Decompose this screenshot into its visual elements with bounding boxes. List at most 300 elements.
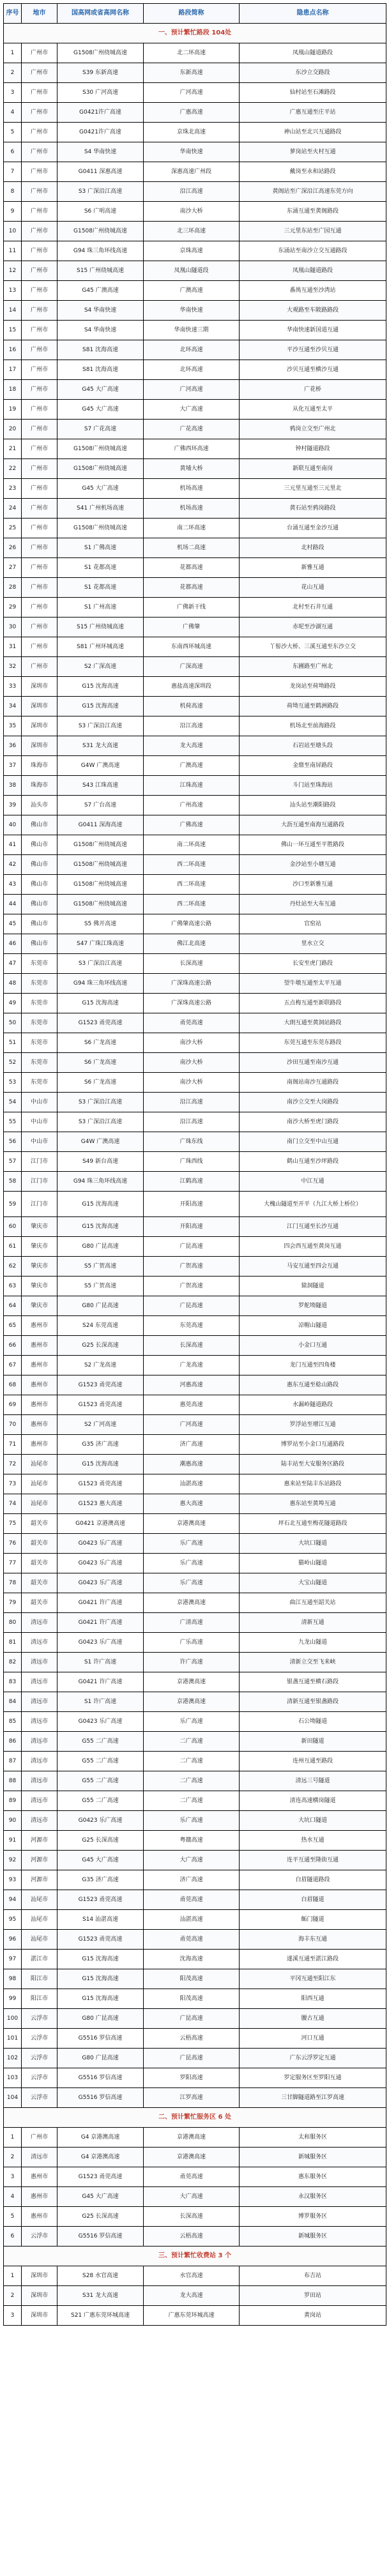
highway-name: G4 京港澳高速 xyxy=(57,2148,144,2167)
city: 深圳市 xyxy=(22,2266,57,2286)
serial-number: 63 xyxy=(4,1277,22,1296)
section-name: 京港澳高速 xyxy=(144,1692,240,1712)
serial-number: 16 xyxy=(4,340,22,360)
city: 清远市 xyxy=(22,1712,57,1732)
serial-number: 62 xyxy=(4,1257,22,1277)
table-row xyxy=(4,241,386,261)
hazard-point: 惠来站至陆丰东站路段 xyxy=(240,1474,386,1494)
section-name: 广佛新干线 xyxy=(144,598,240,617)
table-row xyxy=(4,637,386,657)
highway-name: G55 二广高速 xyxy=(57,1752,144,1771)
highway-name: S81 沈海高速 xyxy=(57,360,144,380)
serial-number: 24 xyxy=(4,499,22,519)
table-row xyxy=(4,519,386,538)
highway-name: G1508广州绕城高速 xyxy=(57,222,144,241)
city: 清远市 xyxy=(22,1771,57,1791)
city: 广州市 xyxy=(22,519,57,538)
hazard-point: 龙门互通至四角楼 xyxy=(240,1356,386,1375)
serial-number: 25 xyxy=(4,519,22,538)
table-row xyxy=(4,1573,386,1593)
hazard-point: 银盏互通至横石路段 xyxy=(240,1672,386,1692)
highway-name: G4 京港澳高速 xyxy=(57,2128,144,2148)
highway-name: G0421 京港澳高速 xyxy=(57,1514,144,1534)
city: 中山市 xyxy=(22,1132,57,1152)
table-row xyxy=(4,142,386,162)
table-row xyxy=(4,1415,386,1435)
highway-name: S1 花都高速 xyxy=(57,558,144,578)
table-row xyxy=(4,2227,386,2246)
highway-name: S6 广龙高速 xyxy=(57,1033,144,1053)
serial-number: 43 xyxy=(4,875,22,895)
table-row xyxy=(4,1112,386,1132)
city: 河源市 xyxy=(22,1851,57,1870)
city: 广州市 xyxy=(22,63,57,83)
highway-name: G80 广昆高速 xyxy=(57,1296,144,1316)
city: 江门市 xyxy=(22,1152,57,1172)
serial-number: 46 xyxy=(4,934,22,954)
highway-name: G55 二广高速 xyxy=(57,1771,144,1791)
section-name: 华南快速 xyxy=(144,142,240,162)
city: 广州市 xyxy=(22,321,57,340)
table-row xyxy=(4,1732,386,1752)
hazard-point: 沙田互通至南沙互通 xyxy=(240,1053,386,1073)
hazard-point: 石公坳隧道 xyxy=(240,1712,386,1732)
table-row xyxy=(4,1910,386,1930)
table-row xyxy=(4,1494,386,1514)
table-row xyxy=(4,2306,386,2326)
serial-number: 98 xyxy=(4,1969,22,1989)
section-name: 花都高速 xyxy=(144,578,240,598)
city: 佛山市 xyxy=(22,914,57,934)
table-row xyxy=(4,182,386,202)
highway-name: G1508广州绕城高速 xyxy=(57,875,144,895)
hazard-point: 台涌互通至金沙互通 xyxy=(240,519,386,538)
serial-number: 29 xyxy=(4,598,22,617)
serial-number: 38 xyxy=(4,776,22,796)
city: 惠州市 xyxy=(22,1435,57,1455)
serial-number: 4 xyxy=(4,2187,22,2207)
serial-number: 81 xyxy=(4,1633,22,1653)
city: 汕尾市 xyxy=(22,1455,57,1474)
table-row xyxy=(4,1831,386,1851)
highway-name: G0423 乐广高速 xyxy=(57,1633,144,1653)
serial-number: 1 xyxy=(4,43,22,63)
city: 中山市 xyxy=(22,1093,57,1112)
hazard-point: 佛山一环互通至平胜路段 xyxy=(240,835,386,855)
section-name: 广乐高速 xyxy=(144,1633,240,1653)
serial-number: 52 xyxy=(4,1053,22,1073)
serial-number: 10 xyxy=(4,222,22,241)
highway-name: G80 广昆高速 xyxy=(57,1237,144,1257)
highway-name: G1523 甬莞高速 xyxy=(57,1474,144,1494)
city: 广州市 xyxy=(22,499,57,519)
highway-name: S28 水官高速 xyxy=(57,2266,144,2286)
hazard-point: 新城服务区 xyxy=(240,2227,386,2246)
section-name: 广河高速 xyxy=(144,1415,240,1435)
hazard-point: 坪石北互通至梅花隧道路段 xyxy=(240,1514,386,1534)
city: 汕头市 xyxy=(22,796,57,815)
city: 中山市 xyxy=(22,1112,57,1132)
table-row xyxy=(4,479,386,499)
hazard-point: 罗舵坳隧道 xyxy=(240,1296,386,1316)
serial-number: 49 xyxy=(4,994,22,1013)
hazard-point: 金沙站至小塘互通 xyxy=(240,855,386,875)
section-title-row xyxy=(4,2246,386,2266)
section-name: 广花高速 xyxy=(144,420,240,439)
table-row xyxy=(4,2009,386,2029)
hazard-point: 三元里东站至广园互通 xyxy=(240,222,386,241)
section-name: 广佛肇 xyxy=(144,617,240,637)
serial-number: 34 xyxy=(4,697,22,716)
header-serial-number: 序号 xyxy=(4,4,22,24)
highway-name: S41 广州机场高速 xyxy=(57,499,144,519)
section-name: 京港澳高速 xyxy=(144,1672,240,1692)
section-name: 二广高速 xyxy=(144,1732,240,1752)
hazard-point: 新田隧道 xyxy=(240,1732,386,1752)
serial-number: 75 xyxy=(4,1514,22,1534)
serial-number: 6 xyxy=(4,142,22,162)
table-row xyxy=(4,301,386,321)
city: 广州市 xyxy=(22,598,57,617)
section-title: 三、预计繁忙收费站 3 个 xyxy=(4,2246,386,2266)
city: 广州市 xyxy=(22,400,57,420)
highway-name: S5 佛开高速 xyxy=(57,914,144,934)
serial-number: 23 xyxy=(4,479,22,499)
city: 清远市 xyxy=(22,1613,57,1633)
section-name: 南沙大桥 xyxy=(144,202,240,222)
table-row xyxy=(4,1474,386,1494)
city: 广州市 xyxy=(22,479,57,499)
table-row xyxy=(4,1672,386,1692)
section-name: 广河高速 xyxy=(144,380,240,400)
serial-number: 13 xyxy=(4,281,22,301)
hazard-point: 罗定服务区至罗阳互通 xyxy=(240,2068,386,2088)
city: 广州市 xyxy=(22,103,57,123)
serial-number: 48 xyxy=(4,974,22,994)
section-name: 机场二高速 xyxy=(144,538,240,558)
serial-number: 35 xyxy=(4,716,22,736)
table-row xyxy=(4,2148,386,2167)
table-row xyxy=(4,776,386,796)
hazard-point: 大观路至车陂路路段 xyxy=(240,301,386,321)
hazard-point: 荷坳互通至鹤洲路段 xyxy=(240,697,386,716)
section-name: 西二环高速 xyxy=(144,855,240,875)
hazard-point: 凤凰山隧道路段 xyxy=(240,261,386,281)
serial-number: 47 xyxy=(4,954,22,974)
hazard-point: 布吉站 xyxy=(240,2266,386,2286)
hazard-point: 大朗互通至黄洞站路段 xyxy=(240,1013,386,1033)
city: 佛山市 xyxy=(22,835,57,855)
section-name: 广深高速 xyxy=(144,657,240,677)
city: 广州市 xyxy=(22,83,57,103)
serial-number: 58 xyxy=(4,1172,22,1192)
serial-number: 8 xyxy=(4,182,22,202)
highway-name: G45 大广高速 xyxy=(57,400,144,420)
highway-name: S6 广龙高速 xyxy=(57,1073,144,1093)
section-name: 大广高速 xyxy=(144,2187,240,2207)
table-row xyxy=(4,1950,386,1969)
section-name: 长深高速 xyxy=(144,1336,240,1356)
hazard-point: 神山站至北兴互通路段 xyxy=(240,123,386,142)
highway-name: S5 广贺高速 xyxy=(57,1257,144,1277)
highway-name: G55 二广高速 xyxy=(57,1791,144,1811)
hazard-point: 惠东站至黄埠互通 xyxy=(240,1494,386,1514)
hazard-point: 大坑口隧道 xyxy=(240,1811,386,1831)
highway-name: S7 广花高速 xyxy=(57,420,144,439)
highway-name: S47 广珠江珠高速 xyxy=(57,934,144,954)
highway-name: S1 广州高速 xyxy=(57,598,144,617)
serial-number: 73 xyxy=(4,1474,22,1494)
city: 惠州市 xyxy=(22,1316,57,1336)
city: 江门市 xyxy=(22,1172,57,1192)
table-row xyxy=(4,1870,386,1890)
section-name: 黄埔大桥 xyxy=(144,459,240,479)
highway-name: S81 广州环城高速 xyxy=(57,637,144,657)
section-name: 南二环高速 xyxy=(144,835,240,855)
serial-number: 40 xyxy=(4,815,22,835)
serial-number: 12 xyxy=(4,261,22,281)
serial-number: 69 xyxy=(4,1395,22,1415)
highway-name: G1508广州绕城高速 xyxy=(57,855,144,875)
hazard-point: 中江互通 xyxy=(240,1172,386,1192)
table-row xyxy=(4,162,386,182)
table-row xyxy=(4,1514,386,1534)
highway-name: G1523 甬莞高速 xyxy=(57,1013,144,1033)
hazard-point: 广惠互通至庄平站 xyxy=(240,103,386,123)
highway-name: S3 广深沿江高速 xyxy=(57,182,144,202)
highway-name: G35 济广高速 xyxy=(57,1435,144,1455)
highway-name: G25 长深高速 xyxy=(57,1336,144,1356)
section-name: 二广高速 xyxy=(144,1791,240,1811)
hazard-point: 斗门站至珠海站 xyxy=(240,776,386,796)
serial-number: 67 xyxy=(4,1356,22,1375)
highway-name: S2 广龙高速 xyxy=(57,1356,144,1375)
hazard-point: 东莞互通至东莞东路段 xyxy=(240,1033,386,1053)
table-row xyxy=(4,222,386,241)
highway-name: G15 沈海高速 xyxy=(57,1969,144,1989)
highway-name: G1523 惠大高速 xyxy=(57,1494,144,1514)
highway-name: G15 沈海高速 xyxy=(57,1455,144,1474)
highway-name: S39 东新高速 xyxy=(57,63,144,83)
serial-number: 83 xyxy=(4,1672,22,1692)
section-name: 广珠东线 xyxy=(144,1132,240,1152)
section-name: 广佛西环高速 xyxy=(144,439,240,459)
table-row xyxy=(4,2266,386,2286)
section-name: 广佛高速 xyxy=(144,815,240,835)
section-name: 北环高速 xyxy=(144,340,240,360)
city: 云浮市 xyxy=(22,2009,57,2029)
section-name: 广州高速 xyxy=(144,796,240,815)
city: 韶关市 xyxy=(22,1554,57,1573)
hazard-point: 南沙大桥至虎门路段 xyxy=(240,1112,386,1132)
serial-number: 28 xyxy=(4,578,22,598)
section-name: 汕湛高速 xyxy=(144,1474,240,1494)
section-name: 潮惠高速 xyxy=(144,1455,240,1474)
table-row xyxy=(4,1296,386,1316)
highway-name: S2 广深高速 xyxy=(57,657,144,677)
hazard-point: 新雅互通 xyxy=(240,558,386,578)
serial-number: 90 xyxy=(4,1811,22,1831)
hazard-point: 马安互通至四会互通 xyxy=(240,1257,386,1277)
city: 惠州市 xyxy=(22,1336,57,1356)
city: 韶关市 xyxy=(22,1573,57,1593)
serial-number: 53 xyxy=(4,1073,22,1093)
highway-name: S7 广台高速 xyxy=(57,796,144,815)
section-name: 江珠高速 xyxy=(144,776,240,796)
serial-number: 100 xyxy=(4,2009,22,2029)
city: 珠海市 xyxy=(22,756,57,776)
serial-number: 86 xyxy=(4,1732,22,1752)
city: 广州市 xyxy=(22,439,57,459)
section-name: 佛江北高速 xyxy=(144,934,240,954)
city: 惠州市 xyxy=(22,1415,57,1435)
section-name: 南二环高速 xyxy=(144,519,240,538)
table-row xyxy=(4,1969,386,1989)
hazard-point: 大宝山隧道 xyxy=(240,1573,386,1593)
city: 珠海市 xyxy=(22,776,57,796)
city: 佛山市 xyxy=(22,855,57,875)
city: 佛山市 xyxy=(22,934,57,954)
city: 清远市 xyxy=(22,1692,57,1712)
city: 肇庆市 xyxy=(22,1217,57,1237)
hazard-point: 东圃路至广州北 xyxy=(240,657,386,677)
table-row xyxy=(4,1316,386,1336)
highway-name: S1 广佛高速 xyxy=(57,538,144,558)
hazard-point: 清新互通至银盏路段 xyxy=(240,1692,386,1712)
table-row xyxy=(4,796,386,815)
highway-name: S2 广河高速 xyxy=(57,1415,144,1435)
table-row xyxy=(4,360,386,380)
hazard-point: 鲘门隧道 xyxy=(240,1910,386,1930)
table-row xyxy=(4,934,386,954)
city: 清远市 xyxy=(22,1653,57,1672)
serial-number: 92 xyxy=(4,1851,22,1870)
city: 广州市 xyxy=(22,538,57,558)
highway-name: G5516 罗信高速 xyxy=(57,2088,144,2108)
highway-name: G1523 甬莞高速 xyxy=(57,1930,144,1950)
section-name: 甬莞高速 xyxy=(144,1930,240,1950)
hazard-point: 热水互通 xyxy=(240,1831,386,1851)
city: 清远市 xyxy=(22,1732,57,1752)
section-name: 东南西环城高速 xyxy=(144,637,240,657)
serial-number: 32 xyxy=(4,657,22,677)
serial-number: 36 xyxy=(4,736,22,756)
hazard-point: 凉帽山隧道 xyxy=(240,1316,386,1336)
serial-number: 54 xyxy=(4,1093,22,1112)
highway-name: S5 广贺高速 xyxy=(57,1277,144,1296)
hazard-point: 四会西互通至黄岗互通 xyxy=(240,1237,386,1257)
section-name: 南沙大桥 xyxy=(144,1073,240,1093)
section-name: 西二环高速 xyxy=(144,875,240,895)
highway-name: G5516 罗信高速 xyxy=(57,2029,144,2049)
hazard-point: 江门互通至长沙互通 xyxy=(240,1217,386,1237)
section-name: 广澳高速 xyxy=(144,756,240,776)
section-name: 广清高速 xyxy=(144,1613,240,1633)
city: 惠州市 xyxy=(22,2187,57,2207)
highway-name: G1523 甬莞高速 xyxy=(57,1395,144,1415)
highway-name: G45 大广高速 xyxy=(57,1851,144,1870)
section-name: 京港澳高速 xyxy=(144,2148,240,2167)
highway-name: S15 广州绕城高速 xyxy=(57,261,144,281)
serial-number: 59 xyxy=(4,1192,22,1217)
section-name: 济广高速 xyxy=(144,1870,240,1890)
hazard-point: 小金口互通 xyxy=(240,1336,386,1356)
highway-name: G1508广州绕城高速 xyxy=(57,835,144,855)
hazard-point: 沙口至新雅互通 xyxy=(240,875,386,895)
serial-number: 79 xyxy=(4,1593,22,1613)
table-row xyxy=(4,598,386,617)
highway-name: G94 珠三角环线高速 xyxy=(57,974,144,994)
city: 清远市 xyxy=(22,1633,57,1653)
serial-number: 45 xyxy=(4,914,22,934)
city: 深圳市 xyxy=(22,716,57,736)
hazard-point: 三甘脚隧道路至江罗高速 xyxy=(240,2088,386,2108)
section-title-row xyxy=(4,2108,386,2128)
city: 汕尾市 xyxy=(22,1930,57,1950)
city: 河源市 xyxy=(22,1831,57,1851)
highway-name: G15 沈海高速 xyxy=(57,697,144,716)
city: 东莞市 xyxy=(22,1033,57,1053)
city: 广州市 xyxy=(22,162,57,182)
hazard-point: 连州互通至路段 xyxy=(240,1752,386,1771)
highway-name: G25 长深高速 xyxy=(57,2207,144,2227)
city: 广州市 xyxy=(22,637,57,657)
city: 惠州市 xyxy=(22,1395,57,1415)
city: 广州市 xyxy=(22,558,57,578)
section-name: 东新高速 xyxy=(144,63,240,83)
table-row xyxy=(4,2029,386,2049)
highway-name: G4W 广澳高速 xyxy=(57,756,144,776)
hazard-point: 清连高速横岗隧道 xyxy=(240,1791,386,1811)
section-name: 机场高速 xyxy=(144,479,240,499)
table-row xyxy=(4,2207,386,2227)
city: 广州市 xyxy=(22,123,57,142)
section-name: 大广高速 xyxy=(144,400,240,420)
section-name: 广龙高速 xyxy=(144,1356,240,1375)
section-name: 北环高速 xyxy=(144,360,240,380)
table-row xyxy=(4,1811,386,1831)
section-name: 乐广高速 xyxy=(144,1712,240,1732)
section-name: 广贺高速 xyxy=(144,1277,240,1296)
table-row xyxy=(4,2286,386,2306)
section-name: 京港澳高速 xyxy=(144,2128,240,2148)
highway-name: G0421 许广高速 xyxy=(57,1672,144,1692)
serial-number: 80 xyxy=(4,1613,22,1633)
table-row xyxy=(4,875,386,895)
highway-name: S3 广深沿江高速 xyxy=(57,1112,144,1132)
city: 广州市 xyxy=(22,222,57,241)
header-highway-name: 国高网或省高网名称 xyxy=(57,4,144,24)
table-row xyxy=(4,1237,386,1257)
serial-number: 78 xyxy=(4,1573,22,1593)
hazard-point: 黄岗站 xyxy=(240,2306,386,2326)
section-name: 乐广高速 xyxy=(144,1811,240,1831)
city: 韶关市 xyxy=(22,1514,57,1534)
section-name: 花都高速 xyxy=(144,558,240,578)
serial-number: 15 xyxy=(4,321,22,340)
serial-number: 66 xyxy=(4,1336,22,1356)
serial-number: 31 xyxy=(4,637,22,657)
highway-name: G0423 乐广高速 xyxy=(57,1573,144,1593)
city: 广州市 xyxy=(22,578,57,598)
table-row xyxy=(4,538,386,558)
serial-number: 71 xyxy=(4,1435,22,1455)
table-row xyxy=(4,677,386,697)
section-name: 江鹤高速 xyxy=(144,1172,240,1192)
city: 东莞市 xyxy=(22,994,57,1013)
table-row xyxy=(4,2049,386,2068)
city: 广州市 xyxy=(22,617,57,637)
